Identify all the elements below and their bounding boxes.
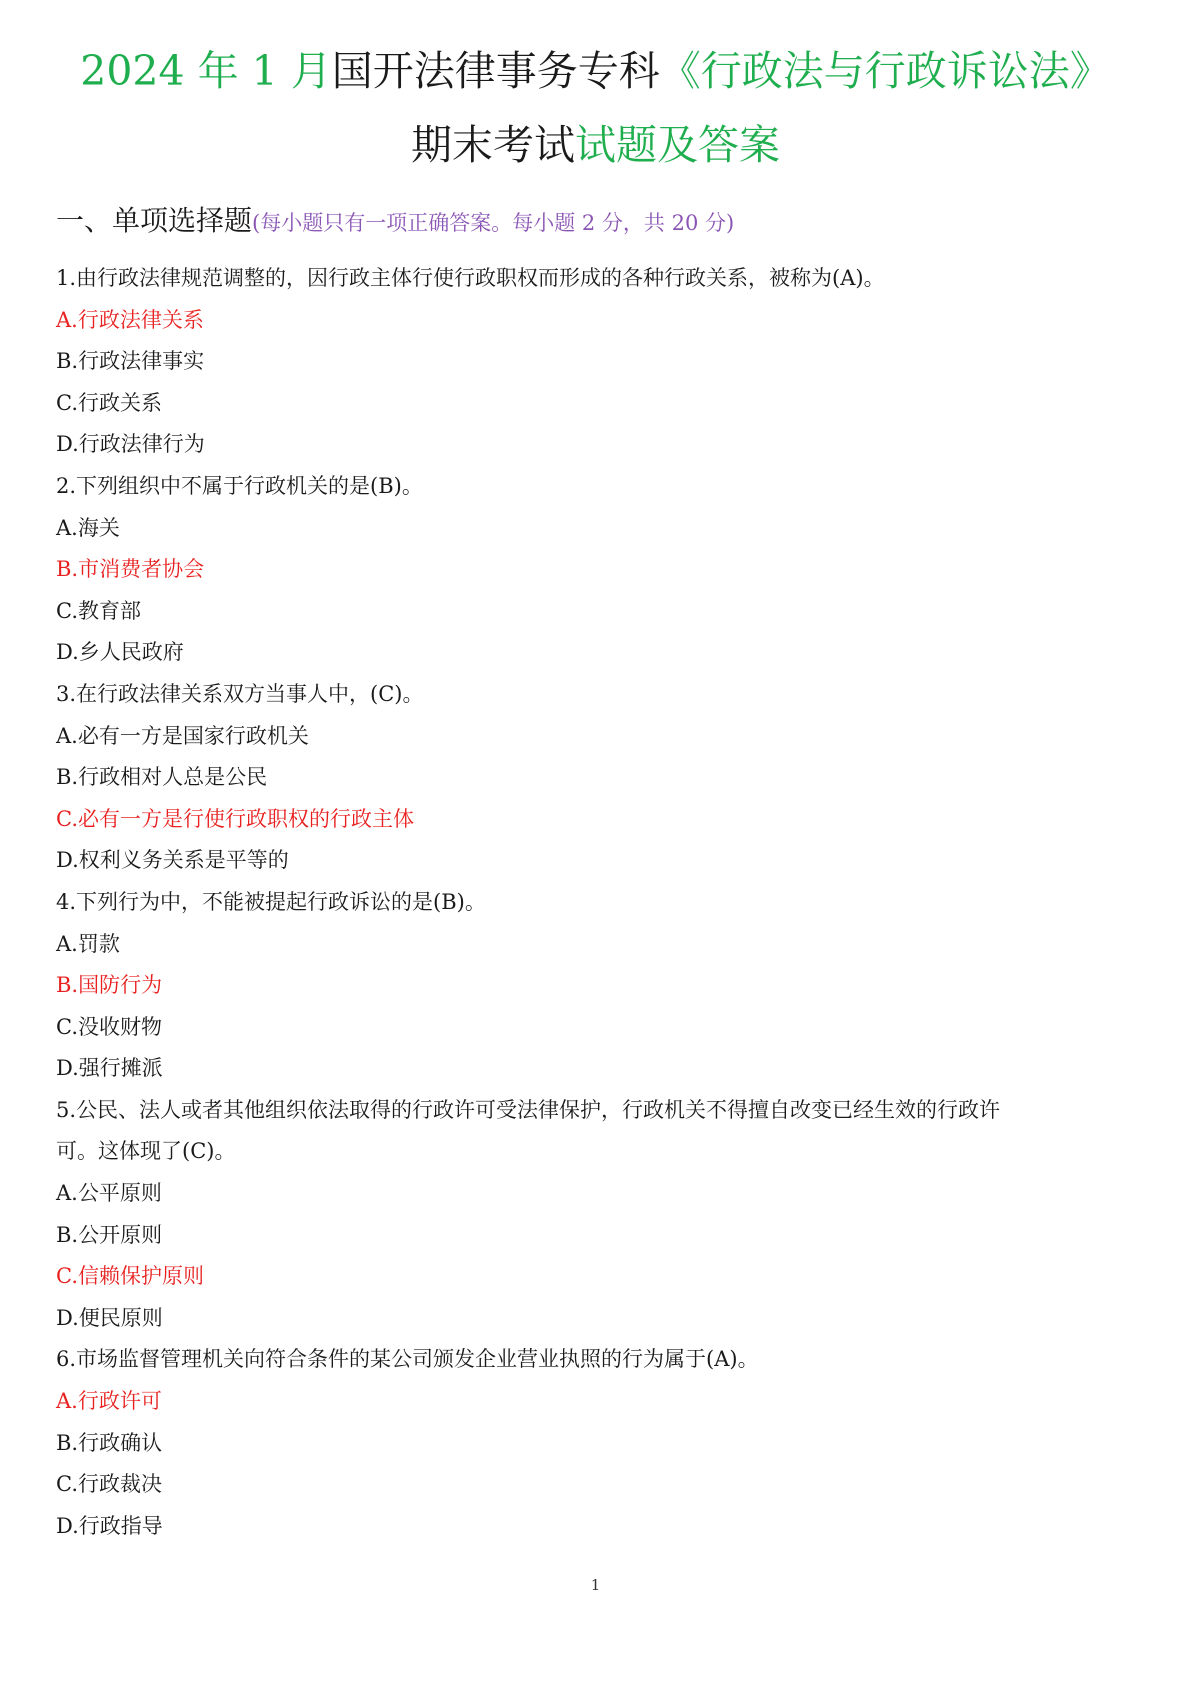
option-line: B.行政相对人总是公民 <box>56 765 268 790</box>
option-line: A.海关 <box>56 515 120 540</box>
title-date: 2024 年 1 月 <box>80 47 332 95</box>
answer-option: A.行政法律关系 <box>56 307 204 332</box>
option-line: D.乡人民政府 <box>56 640 184 665</box>
section-title: 一、单项选择题 <box>56 204 253 237</box>
title-course: 《行政法与行政诉讼法》 <box>659 47 1111 95</box>
option-line: A.公平原则 <box>56 1181 162 1206</box>
question-list <box>56 258 1146 1547</box>
option-line: C.行政关系 <box>56 390 162 415</box>
option-line: C.没收财物 <box>56 1014 162 1039</box>
option-line: D.便民原则 <box>56 1305 163 1330</box>
section-heading <box>56 204 734 238</box>
option-line: B.公开原则 <box>56 1222 163 1247</box>
option-line: C.行政裁决 <box>56 1472 162 1497</box>
question-stem: 2.下列组织中不属于行政机关的是(B)。 <box>56 473 423 498</box>
page-number: 1 <box>590 1576 601 1594</box>
title-exam: 期末考试 <box>411 121 575 169</box>
option-line: D.行政指导 <box>56 1513 163 1538</box>
title-questions-answers: 试题及答案 <box>575 121 780 169</box>
option-line: A.罚款 <box>56 931 120 956</box>
section-note: (每小题只有一项正确答案。每小题 2 分，共 20 分) <box>252 211 735 235</box>
option-line: 可。这体现了(C)。 <box>56 1139 236 1164</box>
question-stem: 3.在行政法律关系双方当事人中，(C)。 <box>56 681 424 706</box>
answer-option: A.行政许可 <box>56 1389 162 1414</box>
question-stem: 5.公民、法人或者其他组织依法取得的行政许可受法律保护，行政机关不得擅自改变已经生效的行政许 <box>56 1097 1001 1122</box>
option-line: A.必有一方是国家行政机关 <box>56 723 309 748</box>
option-line: D.行政法律行为 <box>56 432 205 457</box>
question-stem: 6.市场监督管理机关向符合条件的某公司颁发企业营业执照的行为属于(A)。 <box>56 1347 759 1372</box>
option-line: C.教育部 <box>56 598 141 623</box>
option-line: D.权利义务关系是平等的 <box>56 848 289 873</box>
answer-option: C.信赖保护原则 <box>56 1264 204 1289</box>
answer-option: B.国防行为 <box>56 973 163 998</box>
option-line: B.行政确认 <box>56 1430 163 1455</box>
option-line: D.强行摊派 <box>56 1056 163 1081</box>
option-line: B.行政法律事实 <box>56 349 205 374</box>
title-program: 国开法律事务专科 <box>331 47 660 95</box>
question-stem: 1.由行政法律规范调整的，因行政主体行使行政职权而形成的各种行政关系，被称为(A)。 <box>56 266 885 290</box>
question-stem: 4.下列行为中，不能被提起行政诉讼的是(B)。 <box>56 889 486 914</box>
document-title-line-2 <box>0 120 1191 170</box>
document-title-line-1 <box>0 46 1191 96</box>
answer-option: C.必有一方是行使行政职权的行政主体 <box>56 806 414 831</box>
answer-option: B.市消费者协会 <box>56 557 205 582</box>
